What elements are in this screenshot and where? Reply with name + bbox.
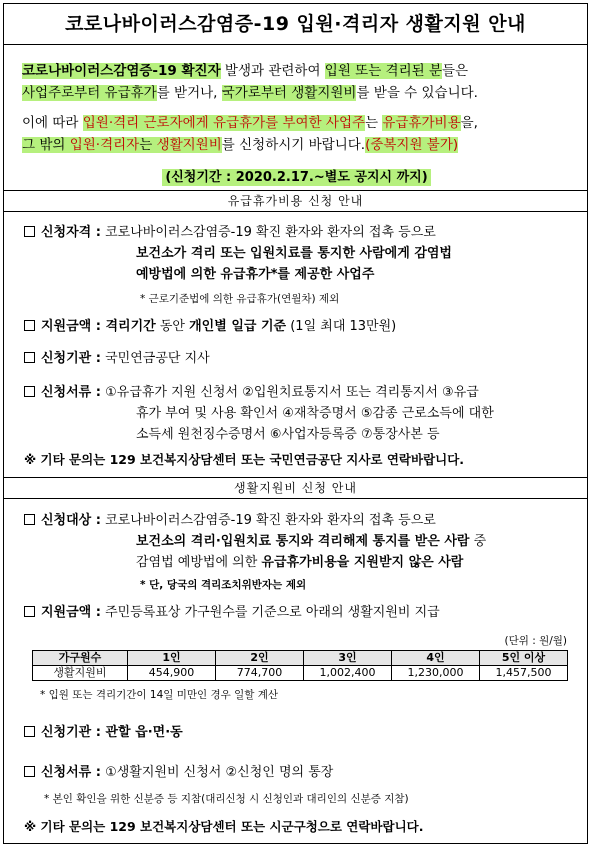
s2-target — [24, 512, 436, 530]
value: 유급휴가비용을 지원받지 않은 사람 — [261, 555, 464, 570]
label: 신청대상 : — [41, 513, 101, 528]
table-header-cell: 4인 — [392, 651, 480, 666]
value: 중 — [469, 534, 487, 549]
intro-others: 입원·격리자 — [69, 137, 140, 153]
intro-text: 이에 따라 — [22, 115, 83, 131]
intro-text: 발생과 관련하여 — [220, 63, 325, 79]
s2-table-note: * 입원 또는 격리기간이 14일 미만인 경우 일할 계산 — [40, 689, 279, 701]
intro-text: 를 받을 수 있습니다. — [356, 85, 478, 101]
support-table — [32, 650, 568, 681]
table-header-row — [33, 651, 568, 666]
s2-target-line2 — [136, 533, 486, 551]
intro-block — [22, 60, 572, 156]
intro-living-support: 국가로부터 생활지원비 — [221, 85, 357, 101]
s1-contact: ※ 기타 문의는 129 보건복지상담센터 또는 국민연금공단 지사로 연락바랍니다. — [24, 452, 465, 467]
intro-living-cost: 생활지원비 — [156, 137, 222, 153]
s2-target-line3 — [136, 554, 463, 572]
value: 감염법 예방법에 의한 — [136, 555, 262, 570]
table-cell: 1,002,400 — [304, 666, 392, 681]
s1-qualification-note: * 근로기준법에 의한 유급휴가(연월차) 제외 — [140, 293, 340, 305]
s2-amount — [24, 604, 440, 622]
intro-confirmed: 코로나바이러스감염증-19 확진자 — [22, 63, 221, 79]
intro-text: 는 — [139, 137, 157, 153]
table-cell: 774,700 — [216, 666, 304, 681]
s1-documents-line2: 휴가 부여 및 사용 확인서 ④재착증명서 ⑤감종 근로소득에 대한 — [136, 406, 494, 421]
table-header-cell: 가구원수 — [33, 651, 128, 666]
intro-text: 를 신청하시기 바랍니다. — [221, 137, 366, 153]
intro-line-3 — [22, 112, 572, 134]
checkbox-icon — [24, 606, 35, 617]
intro-line-4 — [22, 134, 572, 156]
intro-leave-cost: 유급휴가비용 — [382, 115, 461, 131]
s2-contact: ※ 기타 문의는 129 보건복지상담센터 또는 시군구청으로 연락바랍니다. — [24, 819, 424, 834]
value: 주민등록표상 가구원수를 기준으로 아래의 생활지원비 지급 — [100, 605, 440, 620]
table-header-cell: 3인 — [304, 651, 392, 666]
label: 지원금액 : — [41, 319, 101, 334]
table-header-cell: 5인 이상 — [480, 651, 568, 666]
value: 보건소의 격리·입원치료 통지와 격리해제 통지를 받은 사람 — [136, 534, 470, 549]
checkbox-icon — [24, 386, 35, 397]
intro-no-duplicate: (중복지원 불가) — [365, 137, 459, 153]
s1-amount — [24, 318, 396, 336]
label: 신청기관 : — [41, 351, 101, 366]
checkbox-icon — [24, 766, 35, 777]
table-cell: 1,457,500 — [480, 666, 568, 681]
value: 코로나바이러스감염증-19 확진 환자와 환자의 접촉 등으로 — [100, 513, 436, 528]
value: 개인별 일급 기준 — [189, 319, 287, 334]
label: 신청서류 : — [41, 765, 101, 780]
checkbox-icon — [24, 226, 35, 237]
period-text: (신청기간 : 2020.2.17.~별도 공지시 까지) — [162, 169, 430, 186]
value: ①생활지원비 신청서 ②신청인 명의 통장 — [100, 765, 334, 780]
value: (1일 최대 13만원) — [286, 319, 397, 334]
intro-text: 을, — [460, 115, 478, 131]
checkbox-icon — [24, 320, 35, 331]
s1-qualification — [24, 224, 436, 242]
table-row-label: 생활지원비 — [33, 666, 128, 681]
s1-documents-line3: 소득세 원천징수증명서 ⑥사업자등록증 ⑦통장사본 등 — [136, 427, 440, 442]
table-cell: 454,900 — [128, 666, 216, 681]
s1-documents — [24, 384, 479, 402]
s1-organization — [24, 350, 210, 368]
s2-target-note: * 단, 당국의 격리조치위반자는 제외 — [140, 579, 307, 591]
checkbox-icon — [24, 514, 35, 525]
intro-text: 들은 — [442, 63, 469, 79]
value: 격리기간 — [100, 319, 156, 334]
s1-qualification-line2: 보건소가 격리 또는 입원치료를 통지한 사람에게 감염법 — [136, 246, 452, 261]
value: 동안 — [155, 319, 190, 334]
table-unit: (단위 : 원/월) — [504, 635, 567, 647]
table-header-cell: 2인 — [216, 651, 304, 666]
label: 신청기관 : — [41, 725, 101, 740]
section-header-paid-leave: 유급휴가비용 신청 안내 — [3, 190, 588, 212]
label: 지원금액 : — [41, 605, 101, 620]
intro-text: 그 밖의 — [22, 137, 70, 153]
label: 신청서류 : — [41, 385, 101, 400]
intro-text: 는 — [365, 115, 383, 131]
value: ①유급휴가 지원 신청서 ②입원치료통지서 또는 격리통지서 ③유급 — [100, 385, 479, 400]
table-header-cell: 1인 — [128, 651, 216, 666]
table-cell: 1,230,000 — [392, 666, 480, 681]
intro-line-2 — [22, 82, 572, 104]
value: 코로나바이러스감염증-19 확진 환자와 환자의 접촉 등으로 — [100, 225, 436, 240]
section-header-living-support: 생활지원비 신청 안내 — [3, 477, 588, 499]
checkbox-icon — [24, 726, 35, 737]
s2-documents — [24, 764, 333, 782]
label: 신청자격 : — [41, 225, 101, 240]
value: 국민연금공단 지사 — [100, 351, 210, 366]
intro-line-1 — [22, 60, 572, 82]
s2-organization — [24, 724, 183, 742]
intro-paid-leave: 사업주로부터 유급휴가 — [22, 85, 157, 101]
application-period — [0, 166, 593, 185]
checkbox-icon — [24, 352, 35, 363]
s1-qualification-line3: 예방법에 의한 유급휴가*를 제공한 사업주 — [136, 267, 375, 282]
intro-employer: 입원·격리 근로자에게 유급휴가를 부여한 사업주 — [82, 115, 366, 131]
s2-documents-note: * 본인 확인을 위한 신분증 등 지참(대리신청 시 신청인과 대리인의 신분증 지참) — [44, 793, 409, 805]
intro-text: 를 받거나, — [156, 85, 222, 101]
intro-isolated: 입원 또는 격리된 분 — [324, 63, 442, 79]
table-row — [33, 666, 568, 681]
page-title: 코로나바이러스감염증-19 입원·격리자 생활지원 안내 — [3, 3, 588, 45]
value: 관할 읍·면·동 — [100, 725, 183, 740]
